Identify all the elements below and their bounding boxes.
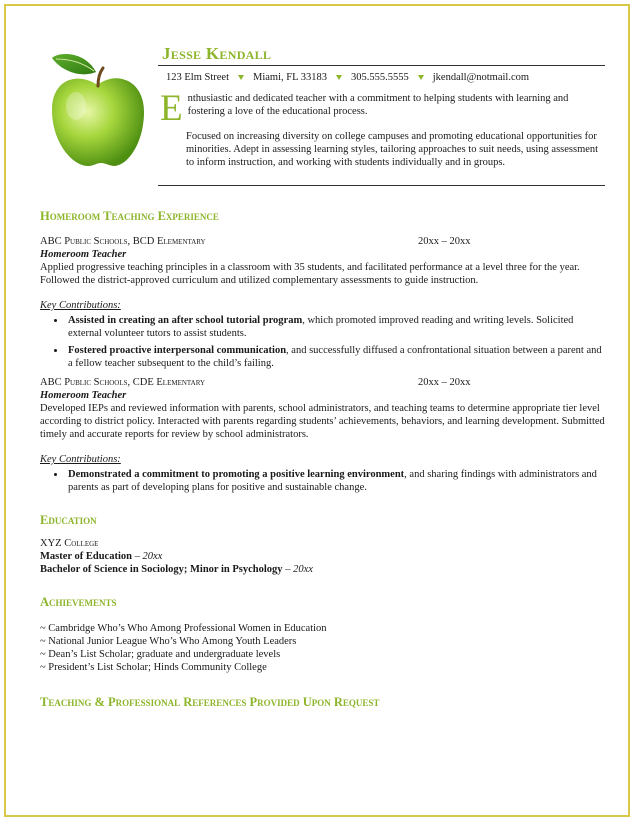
job-role: Homeroom Teacher — [40, 390, 127, 401]
list-item: ~ Dean’s List Scholar; graduate and undergraduate levels — [40, 649, 281, 660]
achievements-list — [40, 622, 608, 674]
contact-city: Miami, FL 33183 — [253, 72, 327, 83]
job-org: ABC Public Schools, CDE Elementary — [40, 377, 206, 388]
degree-date: 20xx — [293, 564, 313, 575]
job-dates: 20xx – 20xx — [418, 236, 471, 247]
contact-phone: 305.555.5555 — [351, 72, 409, 83]
list-item — [66, 344, 608, 370]
degree-name: Master of Education — [40, 551, 132, 562]
resume-body — [40, 210, 608, 721]
job-description: Applied progressive teaching principles in a classroom with 35 students, and facilitated performance at a level three for the year. Followed the district-approved curriculum and utilized complementary assessments to guide instruction. — [40, 262, 580, 286]
contact-street: 123 Elm Street — [166, 72, 229, 83]
list-item: ~ President’s List Scholar; Hinds Community College — [40, 662, 267, 673]
experience-title: Homeroom Teaching Experience — [40, 209, 219, 223]
contribution-text: , and successfully diffused a confrontational situation between a parent and a fellow teacher subsequent to the child’s failing. — [68, 345, 602, 369]
achievements-title: Achievements — [40, 595, 117, 609]
degree-date: 20xx — [142, 551, 163, 562]
intro-dropcap: E — [160, 88, 183, 129]
contribution-text: , and sharing findings with administrators and parents as part of developing plans for positive and sustainable change. — [68, 469, 597, 493]
contribution-highlight: Assisted in creating an after school tutorial program — [68, 315, 303, 326]
degree-item — [40, 563, 608, 576]
contribution-text: , which promoted improved reading and writing levels. Solicited external volunteer tutors to assist students. — [68, 315, 574, 339]
references-title: Teaching & Professional References Provided Upon Request — [40, 695, 380, 709]
list-item — [66, 468, 608, 494]
intro-first-paragraph: nthusiastic and dedicated teacher with a commitment to helping students with learning and fostering a love of the educational process. — [187, 93, 569, 117]
list-item — [66, 314, 608, 340]
resume-page — [4, 4, 630, 817]
job-entry — [40, 376, 608, 494]
contact-email: jkendall@notmail.com — [432, 72, 530, 83]
key-contributions-label: Key Contributions: — [40, 454, 121, 465]
list-item: ~ National Junior League Who’s Who Among Youth Leaders — [40, 636, 297, 647]
degree-separator: – — [131, 551, 143, 562]
contributions-list — [40, 468, 608, 494]
intro-second-paragraph: Focused on increasing diversity on college campuses and promoting educational opportunities for minorities. Adept in assessing learning styles, tailoring approaches to suit needs, using assessment to inform instruction, and working with students individually and in groups. — [186, 131, 599, 168]
job-entry — [40, 235, 608, 370]
job-org: ABC Public Schools, BCD Elementary — [40, 236, 206, 247]
contact-line — [166, 72, 529, 83]
education-school: XYZ College — [40, 538, 99, 549]
intro-summary — [158, 88, 603, 169]
triangle-bullet-icon — [336, 75, 342, 80]
education-title: Education — [40, 513, 97, 527]
candidate-name: Jesse Kendall — [162, 44, 272, 63]
job-description: Developed IEPs and reviewed information with parents, school administrators, and teaching teams to determine appropriate tier level according to district policy. Interacted with parents regarding students’ achievements, behaviors, and learning development. Submitted timely and accurate reports for review by school administrators. — [40, 403, 605, 440]
header-rule-bottom — [158, 185, 605, 186]
contribution-highlight: Demonstrated a commitment to promoting a positive learning environment — [68, 469, 405, 480]
job-role: Homeroom Teacher — [40, 249, 127, 260]
key-contributions-label: Key Contributions: — [40, 300, 121, 311]
contributions-list — [40, 314, 608, 370]
list-item: ~ Cambridge Who’s Who Among Professional Women in Education — [40, 623, 327, 634]
triangle-bullet-icon — [418, 75, 424, 80]
degree-separator: – — [282, 564, 294, 575]
triangle-bullet-icon — [238, 75, 244, 80]
apple-icon — [46, 46, 146, 176]
contribution-highlight: Fostered proactive interpersonal communication — [68, 345, 287, 356]
job-dates: 20xx – 20xx — [418, 377, 471, 388]
header-rule-top — [158, 65, 605, 66]
degree-name: Bachelor of Science in Sociology; Minor in Psychology — [40, 564, 283, 575]
degree-item — [40, 550, 608, 563]
